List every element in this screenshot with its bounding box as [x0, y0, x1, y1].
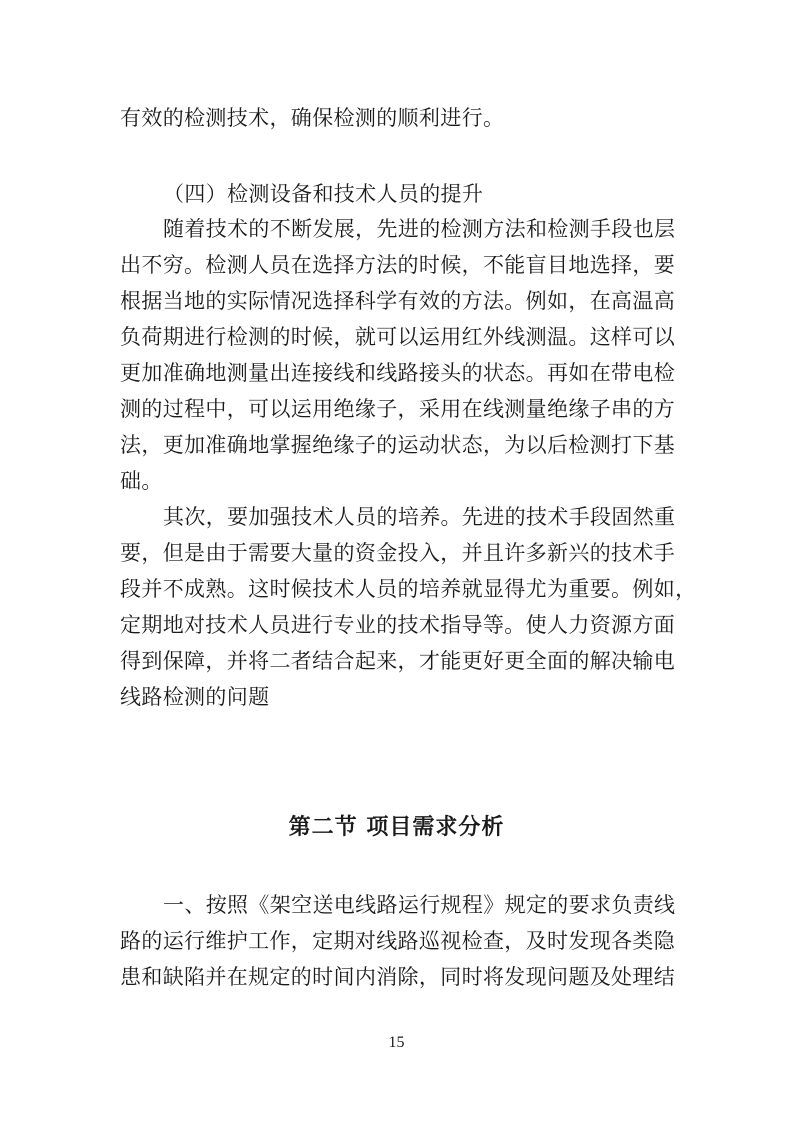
paragraph-1-line-1: 随着技术的不断发展，先进的检测方法和检测手段也层 — [163, 217, 676, 241]
paragraph-2-line-3: 段并不成熟。这时候技术人员的培养就显得尤为重要。例如， — [120, 577, 697, 601]
section-heading: 第二节 项目需求分析 — [288, 815, 505, 840]
paragraph-2-line-6: 线路检测的问题 — [120, 685, 270, 709]
paragraph-1-line-4: 负荷期进行检测的时候，就可以运用红外线测温。这样可以 — [120, 325, 676, 349]
page-number: 15 — [388, 1034, 405, 1051]
paragraph-2-line-4: 定期地对技术人员进行专业的技术指导等。使人力资源方面 — [120, 613, 676, 637]
paragraph-2-line-1: 其次，要加强技术人员的培养。先进的技术手段固然重 — [163, 505, 676, 529]
paragraph-1-line-2: 出不穷。检测人员在选择方法的时候，不能盲目地选择，要 — [120, 253, 676, 277]
paragraph-1-line-8: 础。 — [120, 469, 163, 493]
paragraph-2-line-2: 要，但是由于需要大量的资金投入，并且许多新兴的技术手 — [120, 541, 676, 565]
paragraph-1-line-7: 法，更加准确地掌握绝缘子的运动状态，为以后检测打下基 — [120, 433, 676, 457]
paragraph-3-line-2: 路的运行维护工作，定期对线路巡视检查，及时发现各类隐 — [120, 929, 676, 953]
paragraph-2-line-5: 得到保障，并将二者结合起来，才能更好更全面的解决输电 — [120, 649, 676, 673]
paragraph-3-line-1: 一、按照《架空送电线路运行规程》规定的要求负责线 — [163, 893, 676, 917]
paragraph-1-line-3: 根据当地的实际情况选择科学有效的方法。例如，在高温高 — [120, 289, 676, 313]
subsection-title: （四）检测设备和技术人员的提升 — [163, 182, 484, 206]
paragraph-1-line-6: 测的过程中，可以运用绝缘子，采用在线测量绝缘子串的方 — [120, 397, 676, 421]
paragraph-1-line-5: 更加准确地测量出连接线和线路接头的状态。再如在带电检 — [120, 361, 676, 385]
continuation-line: 有效的检测技术，确保检测的顺利进行。 — [120, 106, 505, 130]
paragraph-3-line-3: 患和缺陷并在规定的时间内消除，同时将发现问题及处理结 — [120, 965, 676, 989]
